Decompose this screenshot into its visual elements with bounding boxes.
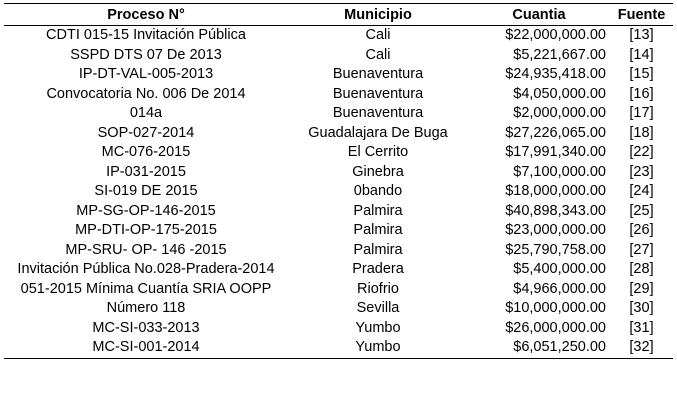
cell-municipio: Buenaventura [332, 105, 424, 122]
table-row [4, 124, 673, 144]
table-row [4, 143, 673, 163]
table-row [4, 221, 673, 241]
cell-municipio: Guadalajara De Buga [308, 124, 448, 141]
cell-proceso: MC-SI-001-2014 [4, 338, 288, 358]
cell-cuantia: $6,051,250.00 [468, 338, 610, 358]
cell-municipio: Cali [365, 27, 391, 44]
cell-proceso: SSPD DTS 07 De 2013 [70, 46, 222, 63]
cell-municipio: Riofrio [357, 280, 399, 297]
cell-cuantia: $2,000,000.00 [513, 105, 606, 122]
cell-municipio: Yumbo [288, 338, 468, 358]
cell-cuantia: $5,221,667.00 [513, 46, 606, 63]
cell-proceso: MC-076-2015 [101, 144, 191, 161]
cell-municipio: Buenaventura [332, 66, 424, 83]
table-row [4, 182, 673, 202]
table-header-row [4, 4, 673, 26]
cell-municipio: Palmira [353, 241, 403, 258]
cell-fuente: [32] [610, 338, 673, 358]
cell-fuente: [15] [629, 66, 654, 83]
cell-municipio: Yumbo [355, 319, 401, 336]
table-row [4, 319, 673, 339]
cell-proceso: SI-019 DE 2015 [94, 183, 198, 200]
cell-proceso: 014a [129, 105, 163, 122]
cell-proceso: MP-SRU- OP- 146 -2015 [65, 241, 227, 258]
cell-cuantia: $5,400,000.00 [513, 261, 606, 278]
cell-proceso: MP-DTI-OP-175-2015 [75, 222, 217, 239]
cell-proceso: SOP-027-2014 [97, 124, 195, 141]
table-row [4, 241, 673, 261]
cell-municipio: 0bando [353, 183, 403, 200]
cell-municipio: Sevilla [356, 300, 400, 317]
cell-fuente: [27] [629, 241, 654, 258]
table-row [4, 163, 673, 183]
cell-proceso: MC-SI-033-2013 [92, 319, 200, 336]
cell-cuantia: $24,935,418.00 [505, 66, 606, 83]
cell-proceso: IP-031-2015 [106, 163, 186, 180]
cell-cuantia: $40,898,343.00 [505, 202, 606, 219]
cell-proceso: CDTI 015-15 Invitación Pública [46, 27, 246, 44]
table-row [4, 65, 673, 85]
cell-cuantia: $18,000,000.00 [505, 183, 606, 200]
cell-fuente: [18] [629, 124, 654, 141]
cell-fuente: [14] [629, 46, 654, 63]
cell-proceso: IP-DT-VAL-005-2013 [78, 66, 214, 83]
table-row [4, 299, 673, 319]
cell-fuente: [30] [629, 300, 654, 317]
cell-cuantia: $25,790,758.00 [505, 241, 606, 258]
cell-cuantia: $7,100,000.00 [513, 163, 606, 180]
cell-fuente: [24] [629, 183, 654, 200]
header-cuantia: Cuantia [468, 4, 610, 26]
table-row [4, 260, 673, 280]
table-row [4, 280, 673, 300]
table-row [4, 338, 673, 358]
table-row [4, 104, 673, 124]
cell-cuantia: $27,226,065.00 [505, 124, 606, 141]
cell-municipio: Pradera [352, 261, 404, 278]
header-fuente: Fuente [610, 4, 673, 26]
cell-proceso: Número 118 [106, 300, 186, 317]
cell-fuente: [16] [629, 85, 654, 102]
cell-municipio: Ginebra [352, 163, 404, 180]
cell-municipio: Cali [365, 46, 391, 63]
cell-cuantia: $4,050,000.00 [513, 85, 606, 102]
cell-cuantia: $26,000,000.00 [505, 319, 606, 336]
cell-municipio: Palmira [353, 222, 403, 239]
cell-cuantia: $10,000,000.00 [505, 300, 606, 317]
table-row [4, 26, 673, 46]
cell-cuantia: $17,991,340.00 [505, 144, 606, 161]
cell-cuantia: $23,000,000.00 [505, 222, 606, 239]
cell-proceso: Invitación Pública No.028-Pradera-2014 [17, 261, 275, 278]
cell-fuente: [13] [629, 27, 654, 44]
table-row [4, 202, 673, 222]
cell-municipio: El Cerrito [347, 144, 409, 161]
header-municipio: Municipio [288, 4, 468, 26]
cell-municipio: Buenaventura [332, 85, 424, 102]
cell-fuente: [17] [629, 105, 654, 122]
cell-cuantia: $22,000,000.00 [505, 27, 606, 44]
cell-proceso: MP-SG-OP-146-2015 [76, 202, 216, 219]
cell-fuente: [25] [629, 202, 654, 219]
cell-fuente: [22] [629, 144, 654, 161]
procesos-table [4, 3, 673, 359]
table-row [4, 85, 673, 105]
cell-fuente: [31] [629, 319, 654, 336]
header-proceso: Proceso N° [4, 4, 288, 26]
cell-fuente: [23] [629, 163, 654, 180]
cell-proceso: 051-2015 Mínima Cuantía SRIA OOPP [20, 280, 272, 297]
cell-fuente: [28] [629, 261, 654, 278]
cell-fuente: [26] [629, 222, 654, 239]
table-row [4, 46, 673, 66]
cell-proceso: Convocatoria No. 006 De 2014 [46, 85, 246, 102]
cell-municipio: Palmira [353, 202, 403, 219]
cell-fuente: [29] [629, 280, 654, 297]
cell-cuantia: $4,966,000.00 [513, 280, 606, 297]
